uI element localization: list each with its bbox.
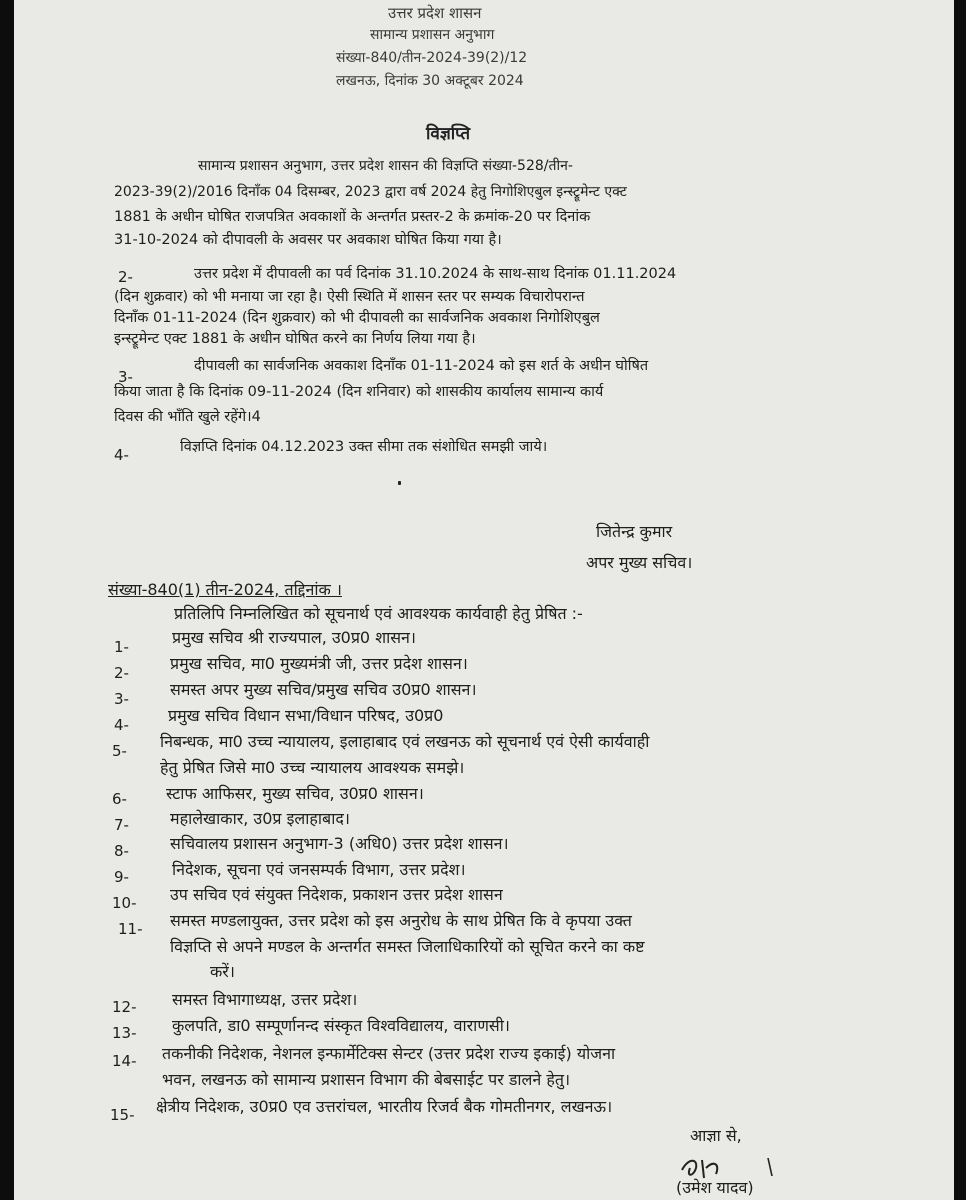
para1-line1: सामान्य प्रशासन अनुभाग, उत्तर प्रदेश शासन की विज्ञप्ति संख्या-528/तीन- (198, 158, 573, 174)
recipient-item: प्रमुख सचिव श्री राज्यपाल, उ0प्र0 शासन। (172, 628, 416, 647)
recipient-number: 5- (112, 742, 127, 760)
scan-border-left (0, 0, 14, 1200)
recipient-number: 15- (110, 1106, 135, 1124)
recipient-item-continued: विज्ञप्ति से अपने मण्डल के अन्तर्गत समस्त जिलाधिकारियों को सूचित करने का कष्ट (170, 937, 645, 956)
header-department: सामान्य प्रशासन अनुभाग (370, 27, 495, 43)
para2-line3: दिनाँक 01-11-2024 (दिन शुक्रवार) को भी दीपावली का सार्वजनिक अवकाश निगोशिएबुल (114, 310, 600, 326)
header-place-date: लखनऊ, दिनांक 30 अक्टूबर 2024 (336, 73, 524, 89)
recipient-item: महालेखाकार, उ0प्र इलाहाबाद। (170, 809, 350, 828)
recipient-item: उप सचिव एवं संयुक्त निदेशक, प्रकाशन उत्तर प्रदेश शासन (170, 885, 503, 904)
para2-number: 2- (118, 268, 133, 286)
header-government: उत्तर प्रदेश शासन (388, 4, 482, 22)
recipient-number: 12- (112, 998, 137, 1016)
recipient-item: समस्त मण्डलायुक्त, उत्तर प्रदेश को इस अनुरोध के साथ प्रेषित कि वे कृपया उक्त (170, 911, 632, 930)
recipient-number: 2- (114, 664, 129, 682)
header-reference-number: संख्या-840/तीन-2024-39(2)/12 (336, 50, 528, 66)
recipient-number: 6- (112, 790, 127, 808)
recipient-item-continued: हेतु प्रेषित जिसे मा0 उच्च न्यायालय आवश्यक समझे। (160, 758, 465, 777)
para1-line4: 31-10-2024 को दीपावली के अवसर पर अवकाश घोषित किया गया है। (114, 232, 502, 248)
recipient-item: प्रमुख सचिव, मा0 मुख्यमंत्री जी, उत्तर प्रदेश शासन। (170, 654, 468, 673)
para3-line2: किया जाता है कि दिनांक 09-11-2024 (दिन शनिवार) को शासकीय कार्यालय सामान्य कार्य (114, 384, 604, 400)
para2-line2: (दिन शुक्रवार) को भी मनाया जा रहा है। ऐसी स्थिति में शासन स्तर पर सम्यक विचारोपरान्त (114, 289, 585, 305)
recipient-number: 4- (114, 716, 129, 734)
recipient-item: स्टाफ आफिसर, मुख्य सचिव, उ0प्र0 शासन। (166, 784, 424, 803)
recipient-number: 9- (114, 868, 129, 886)
para1-line3: 1881 के अधीन घोषित राजपत्रित अवकाशों के अन्तर्गत प्रस्तर-2 के क्रमांक-20 पर दिनांक (114, 209, 591, 225)
recipient-item: समस्त विभागाध्यक्ष, उत्तर प्रदेश। (172, 990, 358, 1009)
para3-line1: दीपावली का सार्वजनिक अवकाश दिनाँक 01-11-2024 को इस शर्त के अधीन घोषित (194, 358, 649, 374)
signatory-name: जितेन्द्र कुमार (596, 522, 673, 541)
by-order-text: आज्ञा से, (690, 1126, 742, 1145)
para2-line1: उत्तर प्रदेश में दीपावली का पर्व दिनांक 31.10.2024 के साथ-साथ दिनांक 01.11.2024 (194, 266, 677, 282)
document-title: विज्ञप्ति (426, 124, 471, 144)
recipient-item: समस्त अपर मुख्य सचिव/प्रमुख सचिव उ0प्र0 शासन। (170, 680, 477, 699)
recipient-item: सचिवालय प्रशासन अनुभाग-3 (अधि0) उत्तर प्रदेश शासन। (170, 834, 509, 853)
para2-line4: इन्स्ट्रूमेन्ट एक्ट 1881 के अधीन घोषित करने का निर्णय लिया गया है। (114, 331, 476, 347)
recipient-item-continued: करें। (210, 962, 235, 981)
recipient-number: 14- (112, 1052, 137, 1070)
document-page (14, 0, 954, 1200)
recipient-item-continued: भवन, लखनऊ को सामान्य प्रशासन विभाग की बेबसाईट पर डालने हेतु। (162, 1070, 571, 1089)
recipient-item: क्षेत्रीय निदेशक, उ0प्र0 एव उत्तरांचल, भारतीय रिजर्व बैक गोमतीनगर, लखनऊ। (156, 1097, 613, 1116)
para3-line3: दिवस की भाँति खुले रहेंगे।4 (114, 409, 261, 425)
recipient-number: 7- (114, 816, 129, 834)
recipient-number: 11- (118, 920, 143, 938)
copy-reference: संख्या-840(1) तीन-2024, तद्दिनांक । (108, 580, 342, 599)
recipient-item: तकनीकी निदेशक, नेशनल इन्फार्मेटिक्स सेन्टर (उत्तर प्रदेश राज्य इकाई) योजना (162, 1044, 616, 1063)
recipient-item: निबन्धक, मा0 उच्च न्यायालय, इलाहाबाद एवं लखनऊ को सूचनार्थ एवं ऐसी कार्यवाही (160, 732, 650, 751)
closing-officer-name: (उमेश यादव) (676, 1178, 754, 1197)
para4-line1: विज्ञप्ति दिनांक 04.12.2023 उक्त सीमा तक संशोधित समझी जाये। (180, 439, 548, 455)
signatory-designation: अपर मुख्य सचिव। (586, 553, 693, 572)
scan-border-right (954, 0, 966, 1200)
para3-number: 3- (118, 368, 133, 386)
recipient-item: प्रमुख सचिव विधान सभा/विधान परिषद, उ0प्र0 (168, 706, 444, 725)
stray-mark (398, 481, 401, 485)
recipient-number: 3- (114, 690, 129, 708)
para4-number: 4- (114, 446, 129, 464)
recipient-item: कुलपति, डा0 सम्पूर्णानन्द संस्कृत विश्वविद्यालय, वाराणसी। (172, 1016, 510, 1035)
recipient-number: 1- (114, 638, 129, 656)
para1-line2: 2023-39(2)/2016 दिनाँक 04 दिसम्बर, 2023 द्वारा वर्ष 2024 हेतु निगोशिएबुल इन्स्ट्रूमेन्ट एक्ट (114, 184, 627, 200)
recipient-item: निदेशक, सूचना एवं जनसम्पर्क विभाग, उत्तर प्रदेश। (172, 860, 466, 879)
recipient-number: 8- (114, 842, 129, 860)
recipient-number: 10- (112, 894, 137, 912)
copy-intro: प्रतिलिपि निम्नलिखित को सूचनार्थ एवं आवश्यक कार्यवाही हेतु प्रेषित :- (174, 604, 583, 623)
recipient-number: 13- (112, 1024, 137, 1042)
